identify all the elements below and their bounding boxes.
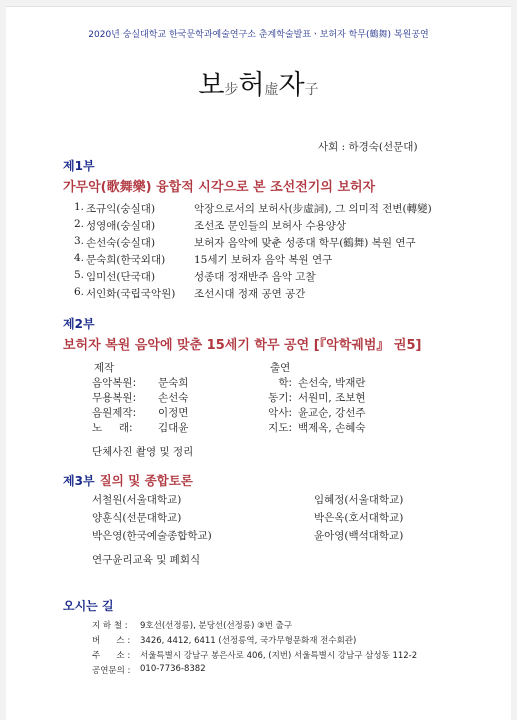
direction-value: 010-7736-8382 (140, 664, 206, 674)
cast-name: 손선숙, 박재란 (298, 377, 366, 389)
talk-topic: 조선조 문인들의 보허사 수용양상 (194, 220, 347, 232)
talk-speaker: 조규익(숭실대) (86, 203, 156, 215)
host-line: 사회 : 하경숙(선문대) (318, 141, 418, 153)
title-hanja-1: 步 (224, 82, 239, 98)
cast-role: 악사: (268, 407, 292, 419)
talk-topic: 악장으로서의 보허사(步虛詞), 그 의미적 전변(轉變) (194, 203, 432, 215)
cast-heading: 출연 (270, 362, 291, 374)
group-photo-note: 단체사진 촬영 및 정리 (92, 446, 194, 458)
talk-topic: 성종대 정재반주 음악 고찰 (194, 271, 316, 283)
directions-label: 오시는 길 (63, 599, 114, 613)
discussant: 윤아영(백석대학교) (314, 530, 404, 542)
event-header: 2020년 숭실대학교 한국문학과예술연구소 춘계학술발표ㆍ보허자 학무(鶴舞) 복원공연 (88, 30, 429, 40)
part2-title: 보허자 복원 음악에 맞춘 15세기 학무 공연 [『악학궤범』 권5] (63, 338, 422, 353)
part3-label: 제3부 (63, 474, 95, 488)
part3-title: 질의 및 종합토론 (99, 473, 193, 488)
talk-speaker: 성영애(숭실대) (86, 220, 156, 232)
closing-note: 연구윤리교육 및 폐회식 (92, 554, 201, 566)
production-heading: 제작 (94, 362, 115, 374)
direction-key: 버 스 : (92, 636, 131, 646)
discussant: 서철원(서울대학교) (92, 494, 182, 506)
cast-role: 지도: (268, 422, 292, 434)
credit-name: 문숙희 (158, 377, 189, 389)
talk-number: 2. (74, 218, 85, 230)
direction-key: 지 하 철 : (92, 621, 128, 631)
discussant: 양훈식(선문대학교) (92, 512, 182, 524)
title-char-3: 자 (278, 70, 305, 101)
discussant: 박은옥(호서대학교) (314, 512, 404, 524)
title-char-1: 보 (198, 70, 225, 101)
talk-speaker: 임미선(단국대) (86, 271, 156, 283)
talk-number: 3. (74, 235, 85, 247)
main-title (6, 63, 511, 102)
credit-name: 김대윤 (158, 422, 189, 434)
direction-value: 9호선(선정릉), 분당선(선정릉) ③번 출구 (140, 621, 293, 631)
cast-role: 학: (278, 377, 292, 389)
discussant: 박은영(한국예술종합학교) (92, 530, 212, 542)
talk-number: 4. (74, 252, 85, 264)
part2-label: 제2부 (63, 317, 95, 331)
cast-name: 서원미, 조보현 (298, 392, 366, 404)
part1-label: 제1부 (63, 159, 95, 173)
direction-key: 주 소 : (92, 651, 131, 661)
title-char-2: 허 (238, 70, 265, 101)
cast-role: 동기: (268, 392, 292, 404)
direction-value: 서울특별시 강남구 봉은사로 406, (지번) 서울특별시 강남구 삼성동 112-2 (140, 651, 418, 661)
part3-heading (63, 470, 193, 489)
talk-number: 1. (74, 201, 85, 213)
discussant: 임혜정(서울대학교) (314, 494, 404, 506)
cast-name: 백제옥, 손혜숙 (298, 422, 366, 434)
talk-topic: 15세기 보허자 음악 복원 연구 (194, 254, 333, 266)
direction-value: 3426, 4412, 6411 (선정릉역, 국가무형문화재 전수회관) (140, 636, 357, 646)
talk-speaker: 손선숙(숭실대) (86, 237, 156, 249)
cast-name: 윤교순, 강선주 (298, 407, 366, 419)
talk-topic: 조선시대 정재 공연 공간 (194, 288, 306, 300)
talk-speaker: 서인화(국립국악원) (86, 288, 176, 300)
credit-role: 음악복원: (92, 377, 137, 389)
talk-speaker: 문숙희(한국외대) (86, 254, 166, 266)
flyer-page (6, 6, 511, 720)
credit-name: 이정면 (158, 407, 189, 419)
part1-title: 가무악(歌舞樂) 융합적 시각으로 본 조선전기의 보허자 (63, 180, 376, 195)
credit-role: 노 래: (92, 422, 133, 434)
credit-name: 손선숙 (158, 392, 189, 404)
credit-role: 무용복원: (92, 392, 137, 404)
talk-number: 5. (74, 269, 85, 281)
talk-number: 6. (74, 286, 85, 298)
title-hanja-2: 虛 (264, 82, 279, 98)
title-hanja-3: 子 (304, 82, 319, 98)
direction-key: 공연문의 : (92, 666, 131, 676)
talk-topic: 보허자 음악에 맞춘 성종대 학무(鶴舞) 복원 연구 (194, 237, 416, 249)
credit-role: 음원제작: (92, 407, 137, 419)
